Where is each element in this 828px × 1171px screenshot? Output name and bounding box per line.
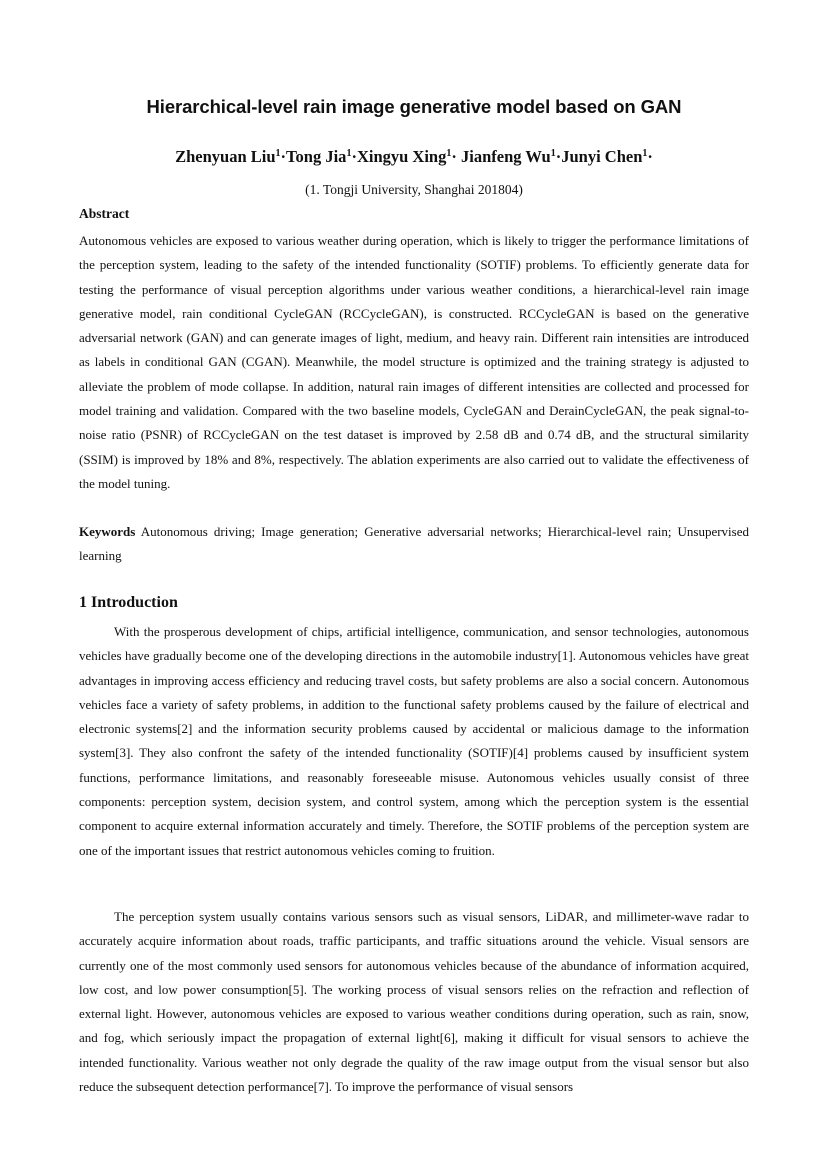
keywords (79, 520, 749, 569)
paper-title: Hierarchical-level rain image generative model based on GAN (146, 96, 682, 117)
author-separator: · (280, 147, 287, 166)
keywords-label: Keywords (79, 524, 136, 539)
section-heading-introduction: 1 Introduction (79, 594, 178, 611)
author-name: Zhenyuan Liu (175, 147, 276, 166)
author-separator: · (555, 147, 562, 166)
affiliation: (1. Tongji University, Shanghai 201804) (305, 182, 523, 197)
introduction-paragraph: With the prosperous development of chips, artificial intelligence, communication, and sensor technologies, autonomous vehicles have gradually become one of the developing directions in the automobile industry[1]. Autonomous vehicles have great advantages in improving access efficiency and reducing travel costs, but safety problems are also a social concern. Autonomous vehicles face a variety of safety problems, in addition to the functional safety problems caused by the failure of electrical and electronic systems[2] and the information security problems caused by accidental or malicious damage to the information system[3]. They also confront the safety of the intended functionality (SOTIF)[4] problems caused by insufficient system functions, performance limitations, and reasonably foreseeable misuse. Autonomous vehicles usually consist of three components: perception system, decision system, and control system, among which the perception system is the essential component to acquire external information accurately and timely. Therefore, the SOTIF problems of the perception system are one of the important issues that restrict autonomous vehicles coming to fruition. (79, 624, 749, 858)
author-name: Jianfeng Wu (461, 147, 551, 166)
author-list (0, 147, 828, 167)
author-affiliation-mark: 1 (550, 148, 556, 159)
author-affiliation-mark: 1 (642, 148, 648, 159)
author-affiliation-mark: 1 (275, 148, 281, 159)
author-separator: · (451, 147, 457, 166)
author-separator: · (351, 147, 357, 166)
keywords-text: Autonomous driving; Image generation; Generative adversarial networks; Hierarchical-level rain; Unsupervised learning (79, 524, 749, 564)
author-name: Junyi Chen (561, 147, 643, 166)
author-name: Xingyu Xing (356, 147, 447, 166)
abstract-text: Autonomous vehicles are exposed to various weather during operation, which is likely to trigger the performance limitations of the perception system, leading to the safety of the intended functionality (SOTIF) problems. To efficiently generate data for testing the performance of visual perception algorithms under various weather conditions, a hierarchical-level rain image generative model, rain conditional CycleGAN (RCCycleGAN), is constructed. RCCycleGAN is based on the generative adversarial network (GAN) and can generate images of light, medium, and heavy rain. Different rain intensities are introduced as labels in conditional GAN (CGAN). Meanwhile, the model structure is optimized and the training strategy is adjusted to alleviate the problem of mode collapse. In addition, natural rain images of different intensities are collected and processed for model training and validation. Compared with the two baseline models, CycleGAN and DerainCycleGAN, the peak signal-to-noise ratio (PSNR) of RCCycleGAN on the test dataset is improved by 2.58 dB and 0.74 dB, and the structural similarity (SSIM) is improved by 18% and 8%, respectively. The ablation experiments are also carried out to validate the effectiveness of the model tuning. (79, 233, 749, 491)
author-affiliation-mark: 1 (446, 148, 452, 159)
author-separator: · (647, 147, 653, 166)
introduction-paragraph: The perception system usually contains various sensors such as visual sensors, LiDAR, and millimeter-wave radar to accurately acquire information about roads, traffic participants, and traffic situations around the vehicle. Visual sensors are currently one of the most commonly used sensors for autonomous vehicles because of the abundance of information acquired, low cost, and low power consumption[5]. The working process of visual sensors relies on the refraction and reflection of external light. However, autonomous vehicles are exposed to various weather conditions during operation, such as rain, snow, and fog, which seriously impact the propagation of external light[6], making it difficult for visual sensors to achieve the intended functionality. Various weather not only degrade the quality of the raw image output from the visual sensor but also reduce the subsequent detection performance[7]. To improve the performance of visual sensors (79, 909, 749, 1095)
author-name: Tong Jia (286, 147, 347, 166)
abstract-heading: Abstract (79, 206, 130, 221)
author-affiliation-mark: 1 (346, 148, 352, 159)
